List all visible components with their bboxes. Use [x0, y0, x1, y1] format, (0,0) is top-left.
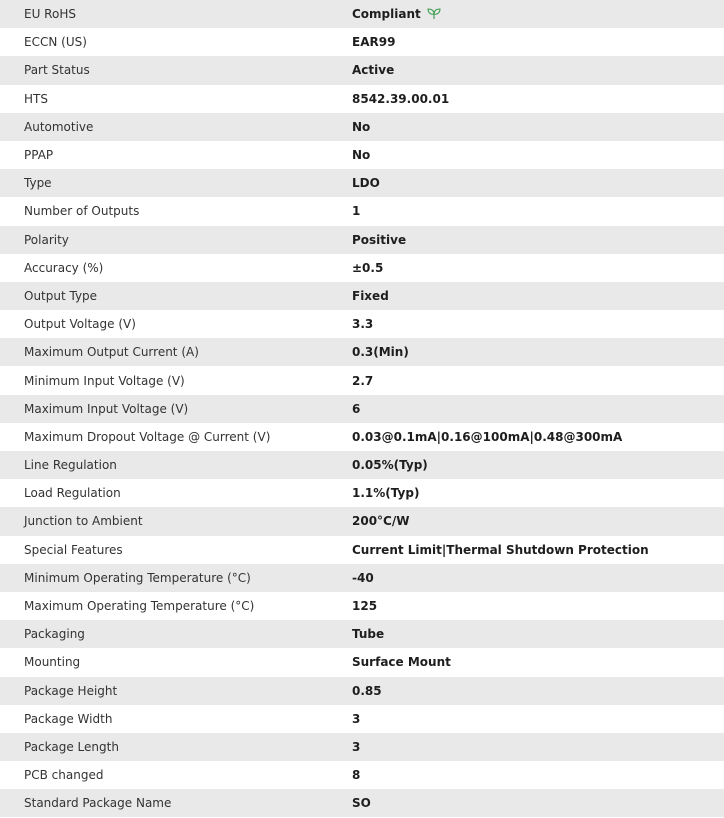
spec-value — [352, 655, 724, 669]
spec-value-text: Tube — [352, 627, 385, 642]
spec-label: Packaging — [24, 627, 85, 642]
spec-row — [0, 423, 724, 451]
spec-value-text: -40 — [352, 570, 374, 585]
spec-value-text: Fixed — [352, 288, 389, 303]
spec-row — [0, 761, 724, 789]
spec-row — [0, 733, 724, 761]
spec-row — [0, 592, 724, 620]
spec-label: Polarity — [24, 232, 69, 247]
spec-label: Maximum Output Current (A) — [24, 345, 199, 360]
spec-value — [352, 684, 724, 698]
spec-value-text: 0.85 — [352, 683, 382, 698]
spec-value — [352, 430, 724, 444]
spec-value — [352, 120, 724, 134]
spec-label: ECCN (US) — [24, 35, 87, 50]
spec-label: Number of Outputs — [24, 204, 140, 219]
spec-label: Package Height — [24, 683, 118, 698]
spec-label: Line Regulation — [24, 458, 117, 473]
spec-row — [0, 536, 724, 564]
spec-label: Accuracy (%) — [24, 260, 104, 275]
spec-label: Maximum Input Voltage (V) — [24, 401, 189, 416]
spec-value-text: Compliant — [352, 7, 421, 22]
spec-value — [352, 458, 724, 472]
spec-value-text: 125 — [352, 599, 378, 614]
spec-label: Output Type — [24, 288, 98, 303]
spec-value-text: No — [352, 148, 371, 163]
spec-row — [0, 338, 724, 366]
spec-value — [352, 599, 724, 613]
spec-value — [352, 92, 724, 106]
spec-value — [352, 63, 724, 77]
spec-value — [352, 204, 724, 218]
spec-row — [0, 56, 724, 84]
spec-value-text: SO — [352, 796, 371, 811]
spec-label: Package Width — [24, 711, 113, 726]
spec-value-text: EAR99 — [352, 35, 396, 50]
spec-label: Special Features — [24, 542, 123, 557]
spec-value-text: 2.7 — [352, 373, 374, 388]
spec-value — [352, 176, 724, 190]
spec-value-text: No — [352, 119, 371, 134]
spec-row — [0, 507, 724, 535]
spec-value-text: LDO — [352, 176, 380, 191]
spec-value-text: ±0.5 — [352, 260, 384, 275]
spec-value — [352, 317, 724, 331]
spec-row — [0, 113, 724, 141]
spec-label: Type — [24, 176, 52, 191]
spec-value-text: Surface Mount — [352, 655, 451, 670]
spec-value-text: 1.1%(Typ) — [352, 486, 420, 501]
spec-row — [0, 85, 724, 113]
spec-value — [352, 627, 724, 641]
spec-row — [0, 169, 724, 197]
spec-row — [0, 564, 724, 592]
spec-row — [0, 366, 724, 394]
spec-row — [0, 648, 724, 676]
spec-row — [0, 254, 724, 282]
spec-row — [0, 28, 724, 56]
spec-label: Load Regulation — [24, 486, 121, 501]
spec-value — [352, 712, 724, 726]
spec-value-text: 8 — [352, 768, 361, 783]
spec-value — [352, 261, 724, 275]
spec-label: Junction to Ambient — [24, 514, 143, 529]
spec-label: PCB changed — [24, 768, 104, 783]
spec-value-text: 6 — [352, 401, 361, 416]
spec-label: Minimum Input Voltage (V) — [24, 373, 185, 388]
spec-value — [352, 289, 724, 303]
spec-value-text: 3 — [352, 739, 361, 754]
spec-row — [0, 0, 724, 28]
spec-value-text: 3.3 — [352, 317, 374, 332]
spec-value-text: 8542.39.00.01 — [352, 91, 450, 106]
spec-label: Part Status — [24, 63, 90, 78]
spec-label: Maximum Dropout Voltage @ Current (V) — [24, 429, 271, 444]
spec-row — [0, 479, 724, 507]
spec-value-text: 3 — [352, 711, 361, 726]
spec-value-text: 0.05%(Typ) — [352, 458, 428, 473]
spec-label: Maximum Operating Temperature (°C) — [24, 599, 255, 614]
spec-label: EU RoHS — [24, 7, 76, 22]
spec-label: PPAP — [24, 148, 54, 163]
spec-value — [352, 374, 724, 388]
spec-value-text: Positive — [352, 232, 407, 247]
spec-label: Mounting — [24, 655, 81, 670]
spec-row — [0, 141, 724, 169]
spec-label: HTS — [24, 91, 48, 106]
spec-value — [352, 35, 724, 49]
spec-value — [352, 402, 724, 416]
spec-value-text: 0.03@0.1mA|0.16@100mA|0.48@300mA — [352, 429, 623, 444]
spec-value — [352, 486, 724, 500]
spec-row — [0, 620, 724, 648]
spec-value-text: Active — [352, 63, 395, 78]
spec-value — [352, 345, 724, 359]
spec-value — [352, 543, 724, 557]
spec-value — [352, 740, 724, 754]
spec-row — [0, 226, 724, 254]
spec-label: Package Length — [24, 739, 119, 754]
spec-value — [352, 796, 724, 810]
spec-value — [352, 514, 724, 528]
spec-label: Standard Package Name — [24, 796, 172, 811]
spec-label: Output Voltage (V) — [24, 317, 136, 332]
spec-value-text: 0.3(Min) — [352, 345, 409, 360]
spec-row — [0, 789, 724, 817]
spec-row — [0, 395, 724, 423]
spec-label: Automotive — [24, 119, 94, 134]
spec-row — [0, 310, 724, 338]
spec-value — [352, 571, 724, 585]
spec-value — [352, 7, 724, 21]
spec-row — [0, 677, 724, 705]
spec-value — [352, 233, 724, 247]
spec-label: Minimum Operating Temperature (°C) — [24, 570, 251, 585]
spec-row — [0, 282, 724, 310]
spec-row — [0, 705, 724, 733]
spec-value-text: 200°C/W — [352, 514, 410, 529]
spec-value-text: Current Limit|Thermal Shutdown Protection — [352, 542, 649, 557]
spec-value-text: 1 — [352, 204, 361, 219]
spec-row — [0, 451, 724, 479]
leaf-icon — [427, 8, 441, 20]
spec-row — [0, 197, 724, 225]
spec-value — [352, 768, 724, 782]
spec-value — [352, 148, 724, 162]
